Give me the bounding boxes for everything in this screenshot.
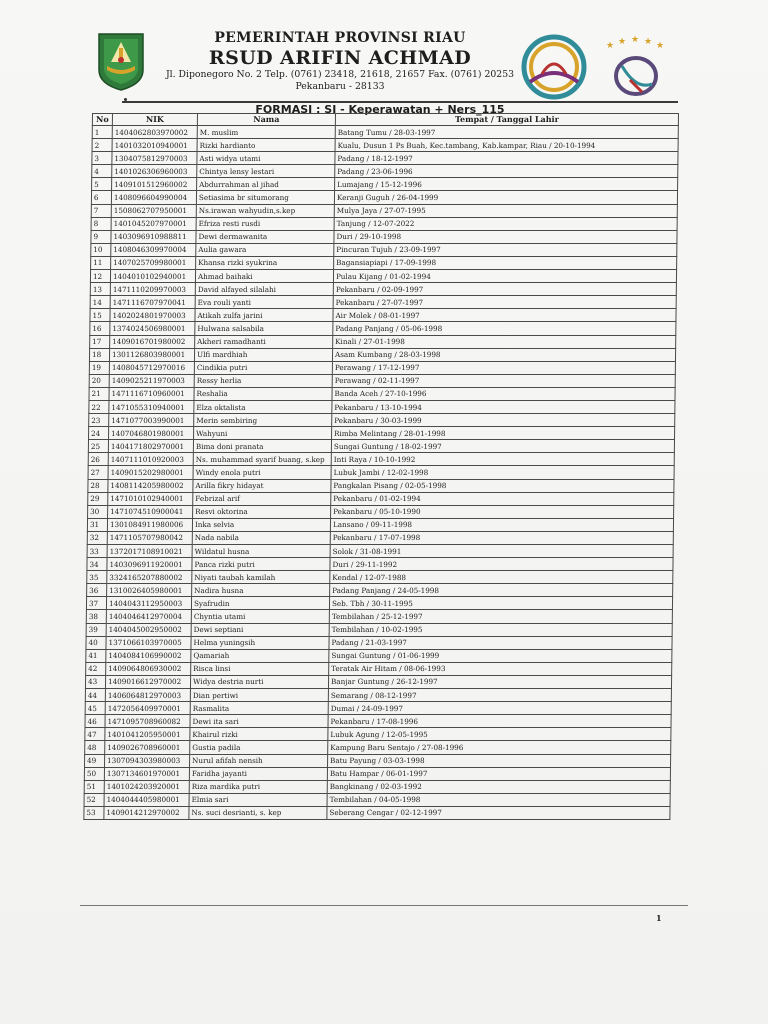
cell-nama: Dewi ita sari <box>190 715 328 728</box>
cell-nama: Faridha jayanti <box>189 767 327 780</box>
cell-nik: 1401032010940001 <box>112 139 197 152</box>
cell-tempat-tanggal-lahir: Kualu, Dusun 1 Ps Buah, Kec.tambang, Kab.kampar, Riau / 20-10-1994 <box>335 139 678 152</box>
cell-tempat-tanggal-lahir: Pulau Kijang / 01-02-1994 <box>333 270 676 283</box>
table-row <box>91 204 677 217</box>
cell-no: 5 <box>92 178 112 191</box>
cell-no: 33 <box>87 545 107 558</box>
cell-no: 41 <box>86 649 106 662</box>
cell-no: 13 <box>90 283 110 296</box>
table-row <box>91 230 677 243</box>
table-row <box>89 414 675 427</box>
cell-nama: Windy enola putri <box>193 466 331 479</box>
cell-nama: David alfayed silalahi <box>195 283 333 296</box>
cell-tempat-tanggal-lahir: Seb. Tbh / 30-11-1995 <box>329 597 672 610</box>
riau-province-emblem-icon <box>95 30 147 92</box>
cell-nama: Syafrudin <box>191 597 329 610</box>
cell-tempat-tanggal-lahir: Tembilahan / 25-12-1997 <box>329 610 672 623</box>
cell-nama: Niyati taubah kamilah <box>192 571 330 584</box>
cell-nik: 1374024506980001 <box>110 322 195 335</box>
table-row <box>92 152 678 165</box>
cell-tempat-tanggal-lahir: Banjar Guntung / 26-12-1997 <box>328 675 671 688</box>
cell-nama: Khairul rizki <box>190 728 328 741</box>
table-row <box>88 466 674 479</box>
cell-no: 32 <box>87 531 107 544</box>
cell-no: 20 <box>89 374 109 387</box>
cell-no: 46 <box>85 715 105 728</box>
table-row <box>92 165 678 178</box>
cell-nik: 1404062803970002 <box>112 126 197 139</box>
cell-nik: 1471116707970041 <box>110 296 195 309</box>
svg-text:★: ★ <box>618 37 627 47</box>
table-row <box>86 636 672 649</box>
cell-tempat-tanggal-lahir: Lubuk Agung / 12-05-1995 <box>328 728 671 741</box>
cell-tempat-tanggal-lahir: Padang / 18-12-1997 <box>335 152 678 165</box>
cell-nik: 1404046412970004 <box>106 610 191 623</box>
cell-nik: 1404010102940001 <box>110 270 195 283</box>
table-row <box>86 610 672 623</box>
cell-no: 26 <box>88 453 108 466</box>
cell-nama: M. muslim <box>197 126 335 139</box>
cell-no: 10 <box>91 243 111 256</box>
cell-nama: Atikah zulfa jarini <box>195 309 333 322</box>
column-header-nama: Nama <box>197 114 335 126</box>
cell-nik: 1471010102940001 <box>108 492 193 505</box>
table-row <box>85 728 671 741</box>
cell-tempat-tanggal-lahir: Pekanbaru / 13-10-1994 <box>332 400 675 413</box>
table-row <box>84 806 670 819</box>
cell-no: 29 <box>88 492 108 505</box>
cell-nik: 1471105707980042 <box>107 531 192 544</box>
table-row <box>88 440 674 453</box>
cell-nik: 1404084106990002 <box>106 649 191 662</box>
cell-no: 42 <box>86 662 106 675</box>
cell-nama: Reshalia <box>194 387 332 400</box>
cell-no: 22 <box>89 400 109 413</box>
cell-nik: 1407111010920003 <box>108 453 193 466</box>
svg-text:★: ★ <box>656 41 665 51</box>
cell-no: 48 <box>85 741 105 754</box>
cell-no: 47 <box>85 728 105 741</box>
cell-tempat-tanggal-lahir: Kinali / 27-01-1998 <box>333 335 676 348</box>
cell-tempat-tanggal-lahir: Banda Aceh / 27-10-1996 <box>332 387 675 400</box>
cell-nama: Khansa rizki syukrina <box>196 256 334 269</box>
cell-nik: 1301126803980001 <box>109 348 194 361</box>
cell-nama: Nadira husna <box>192 584 330 597</box>
cell-no: 53 <box>84 806 104 819</box>
table-row <box>87 531 673 544</box>
cell-no: 4 <box>92 165 112 178</box>
cell-no: 18 <box>89 348 109 361</box>
cell-nama: Elmia sari <box>189 793 327 806</box>
table-row <box>88 492 674 505</box>
cell-tempat-tanggal-lahir: Duri / 29-11-1992 <box>330 558 673 571</box>
table-row <box>92 178 678 191</box>
cell-nama: Ahmad baihaki <box>195 270 333 283</box>
cell-no: 52 <box>84 793 104 806</box>
table-row <box>85 715 671 728</box>
cell-no: 35 <box>87 571 107 584</box>
cell-no: 12 <box>90 270 110 283</box>
cell-nik: 1471110209970003 <box>110 283 195 296</box>
cell-nama: Bima doni pranata <box>193 440 331 453</box>
cell-tempat-tanggal-lahir: Tembilahan / 04-05-1998 <box>327 793 670 806</box>
table-row <box>87 571 673 584</box>
cell-tempat-tanggal-lahir: Padang Panjang / 05-06-1998 <box>333 322 676 335</box>
cell-no: 31 <box>87 518 107 531</box>
cell-nama: Abdurrahman al jihad <box>197 178 335 191</box>
cell-nik: 1406064812970003 <box>105 689 190 702</box>
cell-no: 30 <box>88 505 108 518</box>
cell-no: 49 <box>85 754 105 767</box>
table-row <box>88 479 674 492</box>
cell-nama: Resvi oktorina <box>193 505 331 518</box>
cell-tempat-tanggal-lahir: Asam Kumbang / 28-03-1998 <box>332 348 675 361</box>
table-row <box>91 191 677 204</box>
table-row <box>87 518 673 531</box>
cell-no: 16 <box>90 322 110 335</box>
cell-no: 24 <box>89 427 109 440</box>
cell-tempat-tanggal-lahir: Pekanbaru / 30-03-1999 <box>332 414 675 427</box>
cell-no: 44 <box>85 689 105 702</box>
cell-nama: Merin sembiring <box>194 414 332 427</box>
cell-no: 28 <box>88 479 108 492</box>
table-row <box>90 335 676 348</box>
table-row <box>88 505 674 518</box>
cell-no: 37 <box>86 597 106 610</box>
cell-tempat-tanggal-lahir: Keranji Guguh / 26-04-1999 <box>334 191 677 204</box>
cell-tempat-tanggal-lahir: Batang Tumu / 28-03-1997 <box>335 126 678 139</box>
cell-nama: Inka selvia <box>192 518 330 531</box>
hospital-logo-icon <box>518 34 670 100</box>
table-row <box>90 270 676 283</box>
cell-nik: 1408046309970004 <box>111 243 196 256</box>
cell-nama: Setiasima br situmorang <box>196 191 334 204</box>
cell-nik: 1409014212970002 <box>104 806 189 819</box>
cell-nama: Dewi septiani <box>191 623 329 636</box>
cell-nik: 1404045002950002 <box>106 623 191 636</box>
cell-tempat-tanggal-lahir: Perawang / 17-12-1997 <box>332 361 675 374</box>
cell-nik: 1508062707950001 <box>111 204 196 217</box>
cell-nama: Arilla fikry hidayat <box>193 479 331 492</box>
cell-nik: 1401045207970001 <box>111 217 196 230</box>
table-row <box>89 427 675 440</box>
cell-no: 3 <box>92 152 112 165</box>
cell-tempat-tanggal-lahir: Padang Panjang / 24-05-1998 <box>330 584 673 597</box>
cell-tempat-tanggal-lahir: Pekanbaru / 27-07-1997 <box>333 296 676 309</box>
cell-nik: 1371066103970005 <box>106 636 191 649</box>
cell-nik: 1403096911920001 <box>107 558 192 571</box>
cell-nama: Riza mardika putri <box>189 780 327 793</box>
cell-nik: 1404171802970001 <box>108 440 193 453</box>
cell-tempat-tanggal-lahir: Batu Payung / 03-03-1998 <box>328 754 671 767</box>
cell-no: 11 <box>91 256 111 269</box>
cell-tempat-tanggal-lahir: Semarang / 08-12-1997 <box>328 689 671 702</box>
table-row <box>86 662 672 675</box>
cell-no: 6 <box>91 191 111 204</box>
table-row <box>88 453 674 466</box>
cell-nik: 1304075812970003 <box>112 152 197 165</box>
cell-nik: 1409064806930002 <box>106 662 191 675</box>
cell-no: 7 <box>91 204 111 217</box>
cell-tempat-tanggal-lahir: Lansano / 09-11-1998 <box>330 518 673 531</box>
cell-nama: Ressy herlia <box>194 374 332 387</box>
svg-text:★: ★ <box>631 35 640 45</box>
cell-no: 51 <box>84 780 104 793</box>
table-row <box>84 793 670 806</box>
cell-tempat-tanggal-lahir: Inti Raya / 10-10-1992 <box>331 453 674 466</box>
table-row <box>87 558 673 571</box>
table-row <box>91 256 677 269</box>
cell-tempat-tanggal-lahir: Pekanbaru / 17-07-1998 <box>330 531 673 544</box>
cell-tempat-tanggal-lahir: Bagansiapiapi / 17-09-1998 <box>334 256 677 269</box>
table-row <box>85 741 671 754</box>
cell-nik: 1471074510900041 <box>108 505 193 518</box>
cell-nik: 1471095708960082 <box>105 715 190 728</box>
cell-nama: Chyntia utami <box>191 610 329 623</box>
table-row <box>89 374 675 387</box>
cell-nik: 3324165207880002 <box>107 571 192 584</box>
cell-nama: Ulfi mardhiah <box>194 348 332 361</box>
cell-nama: Ns. muhammad syarif buang, s.kep <box>193 453 331 466</box>
cell-nik: 1408045712970016 <box>109 361 194 374</box>
cell-no: 27 <box>88 466 108 479</box>
cell-tempat-tanggal-lahir: Duri / 29-10-1998 <box>334 230 677 243</box>
cell-no: 36 <box>87 584 107 597</box>
cell-tempat-tanggal-lahir: Perawang / 02-11-1997 <box>332 374 675 387</box>
cell-no: 1 <box>92 126 112 139</box>
cell-nik: 1310026405980001 <box>107 584 192 597</box>
cell-no: 25 <box>88 440 108 453</box>
cell-nama: Ns.irawan wahyudin,s.kep <box>196 204 334 217</box>
cell-nama: Dian pertiwi <box>190 689 328 702</box>
cell-nama: Nada nabila <box>192 531 330 544</box>
applicant-table <box>83 113 679 820</box>
cell-tempat-tanggal-lahir: Padang / 23-06-1996 <box>335 165 678 178</box>
table-row <box>89 348 675 361</box>
cell-nama: Wahyuni <box>194 427 332 440</box>
cell-nama: Gustia padila <box>190 741 328 754</box>
cell-tempat-tanggal-lahir: Tanjung / 12-07-2022 <box>334 217 677 230</box>
column-header-tempat-tanggal-lahir: Tempat / Tanggal Lahir <box>335 114 678 126</box>
cell-no: 43 <box>85 675 105 688</box>
cell-nama: Rasmalita <box>190 702 328 715</box>
table-row <box>90 322 676 335</box>
cell-nik: 1472056409970001 <box>105 702 190 715</box>
cell-tempat-tanggal-lahir: Pekanbaru / 05-10-1990 <box>331 505 674 518</box>
table-row <box>92 126 678 139</box>
address-line: Jl. Diponegoro No. 2 Telp. (0761) 23418, 21618, 21657 Fax. (0761) 20253 <box>165 69 515 80</box>
cell-nik: 1401041205950001 <box>105 728 190 741</box>
cell-nik: 1301084911980006 <box>107 518 192 531</box>
cell-nama: Nurul afifah nensih <box>190 754 328 767</box>
footer-divider <box>80 905 688 906</box>
cell-nik: 1409025211970003 <box>109 374 194 387</box>
column-header-nik: NIK <box>112 114 197 126</box>
cell-tempat-tanggal-lahir: Pekanbaru / 02-09-1997 <box>333 283 676 296</box>
cell-nik: 1407025709980001 <box>111 256 196 269</box>
cell-no: 19 <box>89 361 109 374</box>
cell-tempat-tanggal-lahir: Teratak Air Hitam / 08-06-1993 <box>329 662 672 675</box>
cell-nik: 1408114205980002 <box>108 479 193 492</box>
cell-tempat-tanggal-lahir: Kendal / 12-07-1988 <box>330 571 673 584</box>
table-row <box>87 584 673 597</box>
cell-nik: 1409016612970002 <box>105 675 190 688</box>
table-row <box>86 649 672 662</box>
table-row <box>89 387 675 400</box>
cell-nama: Eva rouli yanti <box>195 296 333 309</box>
table-row <box>89 400 675 413</box>
cell-nik: 1407046801980001 <box>109 427 194 440</box>
cell-no: 50 <box>84 767 104 780</box>
cell-tempat-tanggal-lahir: Air Molek / 08-01-1997 <box>333 309 676 322</box>
table-row <box>92 139 678 152</box>
cell-no: 14 <box>90 296 110 309</box>
cell-nik: 1409016701980002 <box>110 335 195 348</box>
cell-tempat-tanggal-lahir: Mulya Jaya / 27-07-1995 <box>334 204 677 217</box>
cell-no: 8 <box>91 217 111 230</box>
cell-nama: Efriza resti rusdi <box>196 217 334 230</box>
cell-tempat-tanggal-lahir: Bangkinang / 02-03-1992 <box>327 780 670 793</box>
table-header-row <box>92 114 678 126</box>
cell-nama: Wildatul husna <box>192 545 330 558</box>
table-row <box>91 217 677 230</box>
cell-tempat-tanggal-lahir: Lumajang / 15-12-1996 <box>335 178 678 191</box>
table-row <box>90 296 676 309</box>
cell-nik: 1404043112950003 <box>106 597 191 610</box>
cell-tempat-tanggal-lahir: Pekanbaru / 17-08-1996 <box>328 715 671 728</box>
cell-nik: 1402024801970003 <box>110 309 195 322</box>
formation-title: FORMASI : SI - Keperawatan + Ners_115 <box>255 103 505 116</box>
cell-no: 38 <box>86 610 106 623</box>
cell-tempat-tanggal-lahir: Batu Hampar / 06-01-1997 <box>327 767 670 780</box>
column-header-no: No <box>92 114 112 126</box>
svg-text:★: ★ <box>606 41 615 51</box>
cell-tempat-tanggal-lahir: Tembilahan / 10-02-1995 <box>329 623 672 636</box>
cell-nik: 1307094303980003 <box>105 754 190 767</box>
cell-nik: 1401024203920001 <box>104 780 189 793</box>
table-row <box>90 309 676 322</box>
svg-text:★: ★ <box>644 37 653 47</box>
cell-nik: 1471077003990001 <box>109 414 194 427</box>
table-row <box>86 597 672 610</box>
cell-nama: Aulia gawara <box>196 243 334 256</box>
cell-no: 9 <box>91 230 111 243</box>
cell-no: 45 <box>85 702 105 715</box>
cell-no: 21 <box>89 387 109 400</box>
cell-nik: 1471116710960001 <box>109 387 194 400</box>
table-row <box>87 545 673 558</box>
table-row <box>89 361 675 374</box>
table-row <box>84 767 670 780</box>
cell-tempat-tanggal-lahir: Rimba Melintang / 28-01-1998 <box>332 427 675 440</box>
cell-no: 2 <box>92 139 112 152</box>
cell-no: 17 <box>90 335 110 348</box>
cell-tempat-tanggal-lahir: Pincuran Tujuh / 23-09-1997 <box>334 243 677 256</box>
cell-nama: Dewi dermawanita <box>196 230 334 243</box>
table-row <box>86 623 672 636</box>
table-body <box>84 126 678 820</box>
cell-nama: Akheri ramadhanti <box>195 335 333 348</box>
cell-nama: Panca rizki putri <box>192 558 330 571</box>
cell-tempat-tanggal-lahir: Seberang Cengar / 02-12-1997 <box>327 806 670 819</box>
cell-no: 23 <box>89 414 109 427</box>
cell-nama: Elza oktalista <box>194 400 332 413</box>
cell-nama: Cindikia putri <box>194 361 332 374</box>
postal-line: Pekanbaru - 28133 <box>295 81 385 92</box>
cell-nik: 1408096604990004 <box>111 191 196 204</box>
cell-nama: Risca linsi <box>191 662 329 675</box>
cell-tempat-tanggal-lahir: Pangkalan Pisang / 02-05-1998 <box>331 479 674 492</box>
cell-tempat-tanggal-lahir: Kampung Baru Sentajo / 27-08-1996 <box>328 741 671 754</box>
cell-tempat-tanggal-lahir: Sungai Guntung / 01-06-1999 <box>329 649 672 662</box>
cell-nama: Febrizal arif <box>193 492 331 505</box>
table-row <box>85 689 671 702</box>
cell-tempat-tanggal-lahir: Lubuk Jambi / 12-02-1998 <box>331 466 674 479</box>
cell-no: 15 <box>90 309 110 322</box>
cell-nama: Hulwana salsabila <box>195 322 333 335</box>
cell-nama: Ns. suci desrianti, s. kep <box>189 806 327 819</box>
cell-nik: 1409101512960002 <box>112 178 197 191</box>
cell-nama: Asti widya utami <box>197 152 335 165</box>
cell-tempat-tanggal-lahir: Pekanbaru / 01-02-1994 <box>331 492 674 505</box>
cell-tempat-tanggal-lahir: Dumai / 24-09-1997 <box>328 702 671 715</box>
table-row <box>85 675 671 688</box>
cell-nik: 1372017108910021 <box>107 545 192 558</box>
government-name: PEMERINTAH PROVINSI RIAU <box>214 30 466 46</box>
page-number: 1 <box>656 913 662 923</box>
cell-nik: 1307134601970001 <box>104 767 189 780</box>
table-row <box>85 754 671 767</box>
cell-nik: 1409026708960001 <box>105 741 190 754</box>
cell-nama: Helma yuningsih <box>191 636 329 649</box>
cell-tempat-tanggal-lahir: Solok / 31-08-1991 <box>330 545 673 558</box>
cell-tempat-tanggal-lahir: Padang / 21-03-1997 <box>329 636 672 649</box>
table-row <box>91 243 677 256</box>
cell-nik: 1471055310940001 <box>109 400 194 413</box>
cell-nama: Qamariah <box>191 649 329 662</box>
cell-no: 39 <box>86 623 106 636</box>
cell-no: 34 <box>87 558 107 571</box>
table-row <box>85 702 671 715</box>
cell-no: 40 <box>86 636 106 649</box>
cell-tempat-tanggal-lahir: Sungai Guntung / 18-02-1997 <box>331 440 674 453</box>
hospital-name: RSUD ARIFIN ACHMAD <box>208 47 472 69</box>
cell-nik: 1409015202980001 <box>108 466 193 479</box>
cell-nama: Widya destria nurti <box>190 675 328 688</box>
cell-nik: 1401026306960003 <box>112 165 197 178</box>
table-row <box>84 780 670 793</box>
cell-nik: 1404044405980001 <box>104 793 189 806</box>
letterhead <box>150 30 530 93</box>
cell-nama: Rizki hardianto <box>197 139 335 152</box>
cell-nik: 1403096910988811 <box>111 230 196 243</box>
cell-nama: Chintya lensy lestari <box>197 165 335 178</box>
table-row <box>90 283 676 296</box>
